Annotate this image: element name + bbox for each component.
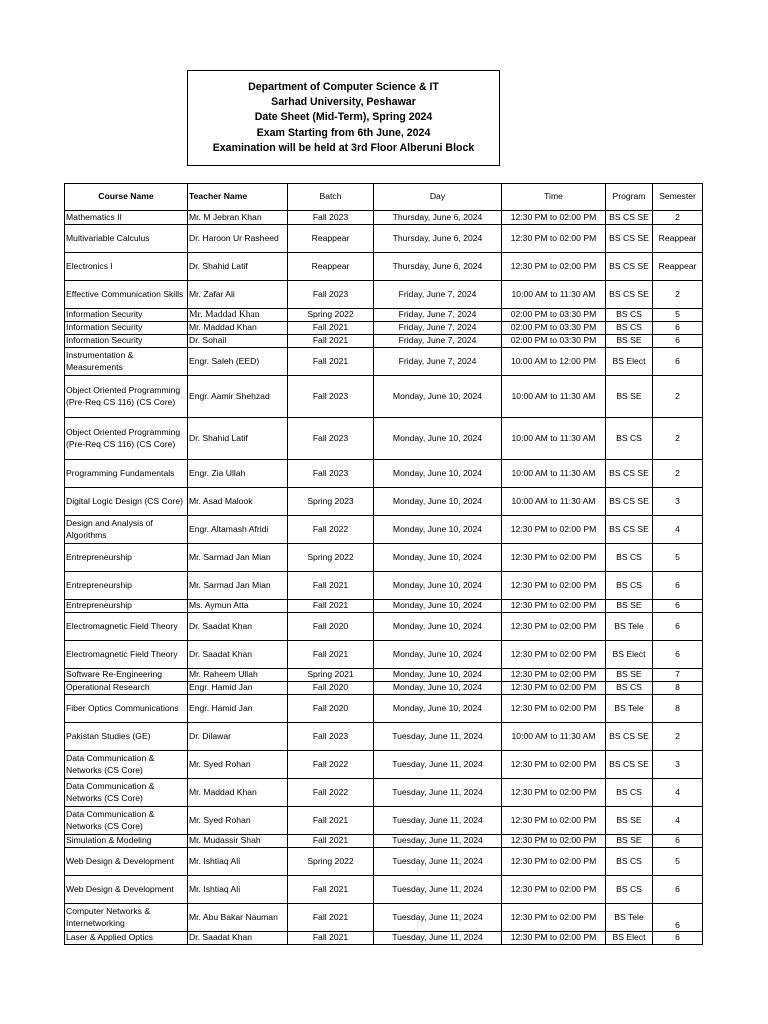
program-cell: BS CS SE	[606, 253, 653, 281]
header-start-date: Exam Starting from 6th June, 2024	[256, 126, 431, 139]
day-cell: Tuesday, June 11, 2024	[374, 723, 502, 751]
table-row	[65, 723, 703, 751]
teacher-name-cell: Mr. Maddad Khan	[188, 309, 288, 322]
course-name-cell: Operational Research	[65, 682, 188, 695]
table-row	[65, 544, 703, 572]
teacher-name-cell: Dr. Saadat Khan	[188, 932, 288, 945]
teacher-name-cell: Mr. M Jebran Khan	[188, 211, 288, 225]
batch-cell: Fall 2021	[288, 348, 374, 376]
day-cell: Friday, June 7, 2024	[374, 322, 502, 335]
semester-cell: 2	[653, 376, 703, 418]
day-cell: Tuesday, June 11, 2024	[374, 807, 502, 835]
course-name-cell: Simulation & Modeling	[65, 835, 188, 848]
batch-cell: Fall 2023	[288, 460, 374, 488]
table-row	[65, 932, 703, 945]
table-row	[65, 572, 703, 600]
time-cell: 12:30 PM to 02:00 PM	[502, 516, 606, 544]
batch-cell: Fall 2022	[288, 751, 374, 779]
teacher-name-cell: Mr. Sarmad Jan Mian	[188, 544, 288, 572]
course-name-cell: Mathematics II	[65, 211, 188, 225]
table-row	[65, 348, 703, 376]
table-row	[65, 376, 703, 418]
batch-cell: Fall 2021	[288, 807, 374, 835]
time-cell: 02:00 PM to 03:30 PM	[502, 309, 606, 322]
semester-cell: 6	[653, 876, 703, 904]
batch-cell: Spring 2022	[288, 848, 374, 876]
teacher-name-cell: Mr. Abu Bakar Nauman	[188, 904, 288, 932]
teacher-name-cell: Engr. Saleh (EED)	[188, 348, 288, 376]
program-cell: BS CS SE	[606, 488, 653, 516]
teacher-name-cell: Dr. Haroon Ur Rasheed	[188, 225, 288, 253]
course-name-cell: Effective Communication Skills	[65, 281, 188, 309]
course-name-cell: Electromagnetic Field Theory	[65, 613, 188, 641]
course-name-cell: Programming Fundamentals	[65, 460, 188, 488]
semester-cell: 6	[653, 600, 703, 613]
program-cell: BS CS SE	[606, 211, 653, 225]
program-cell: BS SE	[606, 669, 653, 682]
program-cell: BS Elect	[606, 932, 653, 945]
day-cell: Tuesday, June 11, 2024	[374, 779, 502, 807]
table-row	[65, 335, 703, 348]
semester-cell: 5	[653, 309, 703, 322]
teacher-name-cell: Engr. Hamid Jan	[188, 695, 288, 723]
course-name-cell: Web Design & Development	[65, 876, 188, 904]
time-cell: 02:00 PM to 03:30 PM	[502, 322, 606, 335]
course-name-cell: Data Communication & Networks (CS Core)	[65, 807, 188, 835]
program-cell: BS CS	[606, 572, 653, 600]
time-cell: 12:30 PM to 02:00 PM	[502, 641, 606, 669]
batch-cell: Spring 2023	[288, 488, 374, 516]
batch-cell: Fall 2023	[288, 376, 374, 418]
semester-cell: 4	[653, 516, 703, 544]
table-row	[65, 751, 703, 779]
day-cell: Monday, June 10, 2024	[374, 488, 502, 516]
batch-cell: Fall 2020	[288, 682, 374, 695]
batch-cell: Fall 2021	[288, 335, 374, 348]
table-row	[65, 516, 703, 544]
batch-cell: Fall 2021	[288, 904, 374, 932]
teacher-name-cell: Mr. Asad Malook	[188, 488, 288, 516]
day-cell: Tuesday, June 11, 2024	[374, 876, 502, 904]
table-row	[65, 779, 703, 807]
batch-cell: Fall 2021	[288, 835, 374, 848]
course-name-cell: Pakistan Studies (GE)	[65, 723, 188, 751]
teacher-name-cell: Mr. Maddad Khan	[188, 779, 288, 807]
day-cell: Monday, June 10, 2024	[374, 544, 502, 572]
day-cell: Friday, June 7, 2024	[374, 309, 502, 322]
semester-cell: 3	[653, 488, 703, 516]
teacher-name-cell: Dr. Sohail	[188, 335, 288, 348]
course-name-cell: Information Security	[65, 335, 188, 348]
semester-cell: 6	[653, 335, 703, 348]
course-name-cell: Data Communication & Networks (CS Core)	[65, 751, 188, 779]
column-header-teacher: Teacher Name	[188, 184, 288, 211]
time-cell: 12:30 PM to 02:00 PM	[502, 572, 606, 600]
time-cell: 02:00 PM to 03:30 PM	[502, 335, 606, 348]
semester-cell: 7	[653, 669, 703, 682]
semester-cell: 2	[653, 723, 703, 751]
teacher-name-cell: Dr. Saadat Khan	[188, 641, 288, 669]
teacher-name-cell: Dr. Saadat Khan	[188, 613, 288, 641]
day-cell: Tuesday, June 11, 2024	[374, 904, 502, 932]
semester-cell: 8	[653, 695, 703, 723]
semester-cell: 6	[653, 835, 703, 848]
table-row	[65, 281, 703, 309]
teacher-name-cell: Mr. Ishtiaq Ali	[188, 876, 288, 904]
course-name-cell: Data Communication & Networks (CS Core)	[65, 779, 188, 807]
program-cell: BS CS	[606, 876, 653, 904]
program-cell: BS CS	[606, 779, 653, 807]
table-row	[65, 835, 703, 848]
semester-cell: 3	[653, 751, 703, 779]
program-cell: BS CS	[606, 322, 653, 335]
day-cell: Monday, June 10, 2024	[374, 376, 502, 418]
table-row	[65, 225, 703, 253]
program-cell: BS Tele	[606, 904, 653, 932]
table-row	[65, 876, 703, 904]
table-row	[65, 460, 703, 488]
program-cell: BS CS	[606, 848, 653, 876]
program-cell: BS CS SE	[606, 723, 653, 751]
teacher-name-cell: Engr. Hamid Jan	[188, 682, 288, 695]
day-cell: Thursday, June 6, 2024	[374, 225, 502, 253]
table-row	[65, 309, 703, 322]
teacher-name-cell: Engr. Aamir Shehzad	[188, 376, 288, 418]
course-name-cell: Information Security	[65, 322, 188, 335]
day-cell: Monday, June 10, 2024	[374, 460, 502, 488]
program-cell: BS SE	[606, 835, 653, 848]
teacher-name-cell: Dr. Dilawar	[188, 723, 288, 751]
table-row	[65, 322, 703, 335]
batch-cell: Fall 2021	[288, 600, 374, 613]
time-cell: 10:00 AM to 11:30 AM	[502, 460, 606, 488]
semester-cell: 2	[653, 418, 703, 460]
column-header-day: Day	[374, 184, 502, 211]
table-row	[65, 418, 703, 460]
batch-cell: Spring 2022	[288, 544, 374, 572]
program-cell: BS CS	[606, 682, 653, 695]
time-cell: 10:00 AM to 11:30 AM	[502, 488, 606, 516]
day-cell: Monday, June 10, 2024	[374, 613, 502, 641]
course-name-cell: Fiber Optics Communications	[65, 695, 188, 723]
program-cell: BS CS	[606, 309, 653, 322]
time-cell: 12:30 PM to 02:00 PM	[502, 904, 606, 932]
day-cell: Thursday, June 6, 2024	[374, 253, 502, 281]
teacher-name-cell: Mr. Zafar Ali	[188, 281, 288, 309]
program-cell: BS Elect	[606, 348, 653, 376]
teacher-name-cell: Dr. Shahid Latif	[188, 418, 288, 460]
table-row	[65, 904, 703, 932]
semester-cell: 4	[653, 807, 703, 835]
teacher-name-cell: Ms. Aymun Atta	[188, 600, 288, 613]
time-cell: 10:00 AM to 11:30 AM	[502, 418, 606, 460]
table-row	[65, 807, 703, 835]
day-cell: Monday, June 10, 2024	[374, 418, 502, 460]
time-cell: 12:30 PM to 02:00 PM	[502, 807, 606, 835]
time-cell: 12:30 PM to 02:00 PM	[502, 253, 606, 281]
time-cell: 12:30 PM to 02:00 PM	[502, 779, 606, 807]
table-row	[65, 641, 703, 669]
teacher-name-cell: Mr. Raheem Ullah	[188, 669, 288, 682]
day-cell: Tuesday, June 11, 2024	[374, 848, 502, 876]
table-row	[65, 669, 703, 682]
day-cell: Monday, June 10, 2024	[374, 695, 502, 723]
semester-cell: Reappear	[653, 253, 703, 281]
course-name-cell: Entrepreneurship	[65, 572, 188, 600]
batch-cell: Fall 2020	[288, 695, 374, 723]
batch-cell: Fall 2020	[288, 613, 374, 641]
day-cell: Monday, June 10, 2024	[374, 572, 502, 600]
day-cell: Tuesday, June 11, 2024	[374, 932, 502, 945]
program-cell: BS Elect	[606, 641, 653, 669]
teacher-name-cell: Mr. Sarmad Jan Mian	[188, 572, 288, 600]
batch-cell: Fall 2023	[288, 723, 374, 751]
time-cell: 10:00 AM to 12:00 PM	[502, 348, 606, 376]
teacher-name-cell: Dr. Shahid Latif	[188, 253, 288, 281]
table-row	[65, 211, 703, 225]
time-cell: 12:30 PM to 02:00 PM	[502, 600, 606, 613]
program-cell: BS CS SE	[606, 516, 653, 544]
semester-cell: 5	[653, 848, 703, 876]
course-name-cell: Object Oriented Programming (Pre-Req CS 116) (CS Core)	[65, 418, 188, 460]
batch-cell: Fall 2021	[288, 876, 374, 904]
time-cell: 12:30 PM to 02:00 PM	[502, 751, 606, 779]
day-cell: Friday, June 7, 2024	[374, 348, 502, 376]
day-cell: Monday, June 10, 2024	[374, 641, 502, 669]
day-cell: Monday, June 10, 2024	[374, 682, 502, 695]
table-row	[65, 253, 703, 281]
time-cell: 10:00 AM to 11:30 AM	[502, 281, 606, 309]
time-cell: 12:30 PM to 02:00 PM	[502, 835, 606, 848]
table-row	[65, 600, 703, 613]
program-cell: BS CS	[606, 544, 653, 572]
course-name-cell: Design and Analysis of Algorithms	[65, 516, 188, 544]
semester-cell: 6	[653, 904, 703, 932]
course-name-cell: Entrepreneurship	[65, 544, 188, 572]
teacher-name-cell: Mr. Syed Rohan	[188, 807, 288, 835]
header-university: Sarhad University, Peshawar	[271, 96, 416, 109]
batch-cell: Fall 2023	[288, 418, 374, 460]
column-header-batch: Batch	[288, 184, 374, 211]
course-name-cell: Entrepreneurship	[65, 600, 188, 613]
course-name-cell: Instrumentation & Measurements	[65, 348, 188, 376]
column-header-program: Program	[606, 184, 653, 211]
batch-cell: Fall 2021	[288, 932, 374, 945]
time-cell: 12:30 PM to 02:00 PM	[502, 682, 606, 695]
time-cell: 10:00 AM to 11:30 AM	[502, 723, 606, 751]
header-venue: Examination will be held at 3rd Floor Alberuni Block	[212, 141, 475, 154]
course-name-cell: Multivariable Calculus	[65, 225, 188, 253]
day-cell: Friday, June 7, 2024	[374, 281, 502, 309]
day-cell: Tuesday, June 11, 2024	[374, 751, 502, 779]
batch-cell: Fall 2023	[288, 211, 374, 225]
semester-cell: 8	[653, 682, 703, 695]
batch-cell: Fall 2023	[288, 281, 374, 309]
day-cell: Friday, June 7, 2024	[374, 335, 502, 348]
table-row	[65, 695, 703, 723]
semester-cell: 5	[653, 544, 703, 572]
table-row	[65, 848, 703, 876]
teacher-name-cell: Engr. Zia Ullah	[188, 460, 288, 488]
header-sheet-title: Date Sheet (Mid-Term), Spring 2024	[254, 111, 433, 124]
time-cell: 10:00 AM to 11:30 AM	[502, 376, 606, 418]
teacher-name-cell: Mr. Syed Rohan	[188, 751, 288, 779]
batch-cell: Fall 2021	[288, 641, 374, 669]
table-row	[65, 613, 703, 641]
semester-cell: 6	[653, 572, 703, 600]
semester-cell: 6	[653, 348, 703, 376]
course-name-cell: Information Security	[65, 309, 188, 322]
batch-cell: Fall 2022	[288, 779, 374, 807]
time-cell: 12:30 PM to 02:00 PM	[502, 225, 606, 253]
teacher-name-cell: Engr. Altamash Afridi	[188, 516, 288, 544]
course-name-cell: Electronics I	[65, 253, 188, 281]
time-cell: 12:30 PM to 02:00 PM	[502, 211, 606, 225]
course-name-cell: Object Oriented Programming (Pre-Req CS 116) (CS Core)	[65, 376, 188, 418]
program-cell: BS SE	[606, 807, 653, 835]
teacher-name-cell: Mr. Ishtiaq Ali	[188, 848, 288, 876]
teacher-name-cell: Mr. Maddad Khan	[188, 322, 288, 335]
teacher-name-cell: Mr. Mudassir Shah	[188, 835, 288, 848]
time-cell: 12:30 PM to 02:00 PM	[502, 544, 606, 572]
date-sheet-table	[64, 183, 703, 945]
day-cell: Monday, June 10, 2024	[374, 600, 502, 613]
batch-cell: Fall 2022	[288, 516, 374, 544]
semester-cell: 2	[653, 281, 703, 309]
day-cell: Thursday, June 6, 2024	[374, 211, 502, 225]
table-header-row	[65, 184, 703, 211]
time-cell: 12:30 PM to 02:00 PM	[502, 932, 606, 945]
time-cell: 12:30 PM to 02:00 PM	[502, 848, 606, 876]
program-cell: BS Tele	[606, 695, 653, 723]
batch-cell: Fall 2021	[288, 322, 374, 335]
semester-cell: 6	[653, 641, 703, 669]
column-header-time: Time	[502, 184, 606, 211]
table-row	[65, 682, 703, 695]
document-header	[187, 70, 500, 166]
program-cell: BS CS SE	[606, 225, 653, 253]
day-cell: Monday, June 10, 2024	[374, 669, 502, 682]
program-cell: BS CS SE	[606, 751, 653, 779]
course-name-cell: Laser & Applied Optics	[65, 932, 188, 945]
column-header-semester: Semester	[653, 184, 703, 211]
column-header-course: Course Name	[65, 184, 188, 211]
semester-cell: 6	[653, 932, 703, 945]
program-cell: BS SE	[606, 335, 653, 348]
table-row	[65, 488, 703, 516]
batch-cell: Reappear	[288, 225, 374, 253]
program-cell: BS CS	[606, 418, 653, 460]
semester-cell: 2	[653, 211, 703, 225]
program-cell: BS Tele	[606, 613, 653, 641]
course-name-cell: Digital Logic Design (CS Core)	[65, 488, 188, 516]
header-department: Department of Computer Science & IT	[248, 80, 439, 93]
semester-cell: 4	[653, 779, 703, 807]
batch-cell: Spring 2021	[288, 669, 374, 682]
program-cell: BS SE	[606, 376, 653, 418]
time-cell: 12:30 PM to 02:00 PM	[502, 613, 606, 641]
day-cell: Tuesday, June 11, 2024	[374, 835, 502, 848]
batch-cell: Fall 2021	[288, 572, 374, 600]
time-cell: 12:30 PM to 02:00 PM	[502, 876, 606, 904]
batch-cell: Spring 2022	[288, 309, 374, 322]
day-cell: Monday, June 10, 2024	[374, 516, 502, 544]
semester-cell: 2	[653, 460, 703, 488]
program-cell: BS CS SE	[606, 281, 653, 309]
time-cell: 12:30 PM to 02:00 PM	[502, 695, 606, 723]
course-name-cell: Computer Networks & Internetworking	[65, 904, 188, 932]
time-cell: 12:30 PM to 02:00 PM	[502, 669, 606, 682]
course-name-cell: Electromagnetic Field Theory	[65, 641, 188, 669]
semester-cell: 6	[653, 322, 703, 335]
course-name-cell: Software Re-Engineering	[65, 669, 188, 682]
semester-cell: Reappear	[653, 225, 703, 253]
course-name-cell: Web Design & Development	[65, 848, 188, 876]
program-cell: BS CS SE	[606, 460, 653, 488]
batch-cell: Reappear	[288, 253, 374, 281]
semester-cell: 6	[653, 613, 703, 641]
program-cell: BS SE	[606, 600, 653, 613]
